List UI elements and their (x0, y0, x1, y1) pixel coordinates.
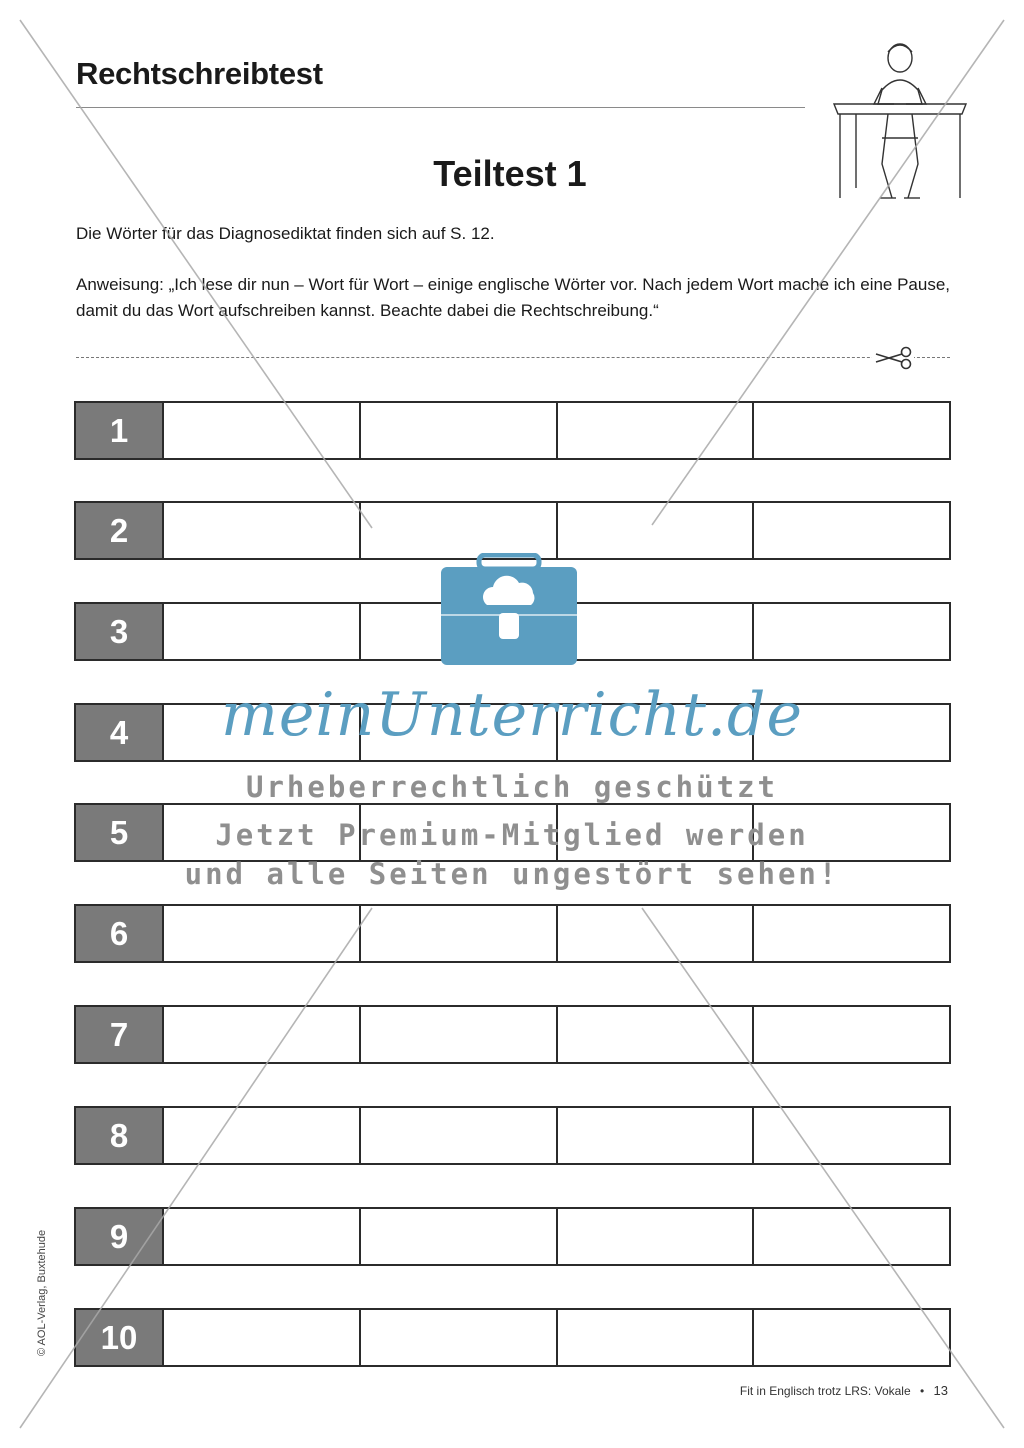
row-number: 10 (76, 1310, 164, 1365)
answer-field[interactable] (558, 604, 755, 659)
answer-field[interactable] (361, 1007, 558, 1062)
answer-row (74, 501, 951, 560)
page-header-title: Rechtschreibtest (76, 56, 323, 91)
scissors-icon (872, 345, 914, 371)
answer-field[interactable] (164, 1007, 361, 1062)
row-number: 8 (76, 1108, 164, 1163)
row-number: 5 (76, 805, 164, 860)
watermark-line-3: und alle Seiten ungestört sehen! (184, 857, 840, 891)
row-number: 2 (76, 503, 164, 558)
watermark-brand: meinUnterricht.de (221, 680, 803, 750)
answer-field[interactable] (558, 403, 755, 458)
instruction-text: Anweisung: „Ich lese dir nun – Wort für Wort – einige englische Wörter vor. Nach jedem Wort mache ich eine Pause, damit du das Wort aufschreiben kannst. Beachte dabei die Rechtschreibung.“ (76, 275, 951, 320)
answer-field[interactable] (361, 1209, 558, 1264)
cut-line (76, 357, 950, 358)
answer-field[interactable] (361, 503, 558, 558)
answer-field[interactable] (164, 1209, 361, 1264)
answer-field[interactable] (164, 906, 361, 961)
answer-field[interactable] (558, 906, 755, 961)
answer-field[interactable] (754, 1007, 949, 1062)
answer-field[interactable] (361, 403, 558, 458)
row-number: 4 (76, 705, 164, 760)
answer-field[interactable] (361, 906, 558, 961)
answer-row (74, 904, 951, 963)
answer-field[interactable] (361, 1108, 558, 1163)
footer-separator: • (919, 1384, 925, 1398)
row-number: 6 (76, 906, 164, 961)
answer-field[interactable] (754, 503, 949, 558)
answer-field[interactable] (754, 1209, 949, 1264)
answer-field[interactable] (164, 1310, 361, 1365)
briefcase-cloud-logo (439, 553, 579, 668)
page-footer (740, 1383, 948, 1398)
answer-field[interactable] (754, 1310, 949, 1365)
answer-field[interactable] (164, 604, 361, 659)
answer-field[interactable] (754, 906, 949, 961)
answer-field[interactable] (558, 1310, 755, 1365)
answer-field[interactable] (164, 1108, 361, 1163)
answer-row (74, 1207, 951, 1266)
intro-text: Die Wörter für das Diagnosediktat finden sich auf S. 12. (76, 224, 495, 243)
answer-field[interactable] (558, 1007, 755, 1062)
header-rule (76, 107, 805, 108)
answer-row (74, 401, 951, 460)
watermark-line-1: Urheberrechtlich geschützt (246, 770, 778, 804)
answer-field[interactable] (754, 1108, 949, 1163)
answer-field[interactable] (754, 403, 949, 458)
answer-field[interactable] (558, 1209, 755, 1264)
row-number: 1 (76, 403, 164, 458)
answer-row (74, 1106, 951, 1165)
answer-field[interactable] (164, 503, 361, 558)
answer-field[interactable] (164, 403, 361, 458)
answer-row (74, 1308, 951, 1367)
answer-field[interactable] (558, 503, 755, 558)
answer-field[interactable] (754, 604, 949, 659)
answer-field[interactable] (361, 1310, 558, 1365)
row-number: 9 (76, 1209, 164, 1264)
row-number: 3 (76, 604, 164, 659)
row-number: 7 (76, 1007, 164, 1062)
subtitle: Teiltest 1 (433, 153, 587, 194)
footer-book-title: Fit in Englisch trotz LRS: Vokale (739, 1384, 911, 1398)
footer-page-number: 13 (933, 1383, 948, 1398)
answer-field[interactable] (558, 1108, 755, 1163)
copyright-note: © AOL-Verlag, Buxtehude (36, 1229, 48, 1356)
answer-row (74, 1005, 951, 1064)
watermark-line-2: Jetzt Premium-Mitglied werden (215, 818, 809, 852)
